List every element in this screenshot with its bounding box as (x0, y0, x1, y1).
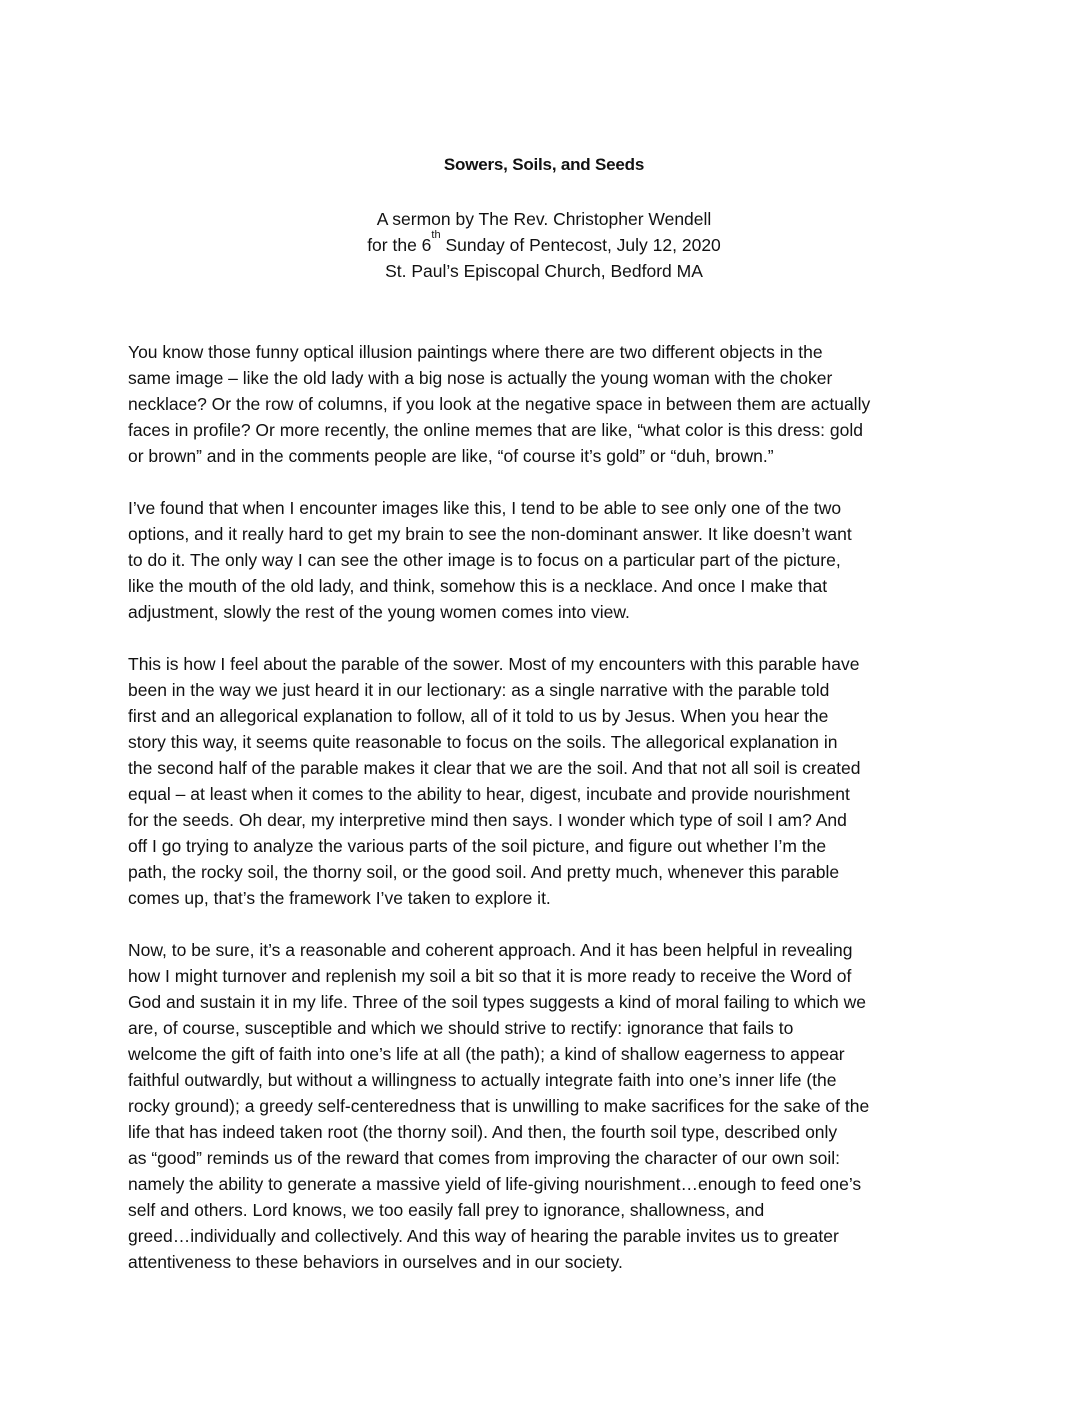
paragraph (128, 495, 973, 625)
paragraph-line: options, and it really hard to get my brain to see the non-dominant answer. It like doesn’t want (128, 524, 852, 544)
paragraph-line: story this way, it seems quite reasonable to focus on the soils. The allegorical explanation in (128, 732, 838, 752)
sermon-header (0, 206, 1088, 284)
paragraph-line: Now, to be sure, it’s a reasonable and coherent approach. And it has been helpful in revealing (128, 940, 853, 960)
paragraph-line: are, of course, susceptible and which we should strive to rectify: ignorance that fails to (128, 1018, 794, 1038)
paragraph-line: like the mouth of the old lady, and think, somehow this is a necklace. And once I make that (128, 576, 828, 596)
paragraph-line: or brown” and in the comments people are like, “of course it’s gold” or “duh, brown.” (128, 446, 774, 466)
paragraph-line: attentiveness to these behaviors in ourselves and in our society. (128, 1252, 623, 1272)
occasion-prefix: for the 6 (367, 235, 432, 255)
paragraph-line: off I go trying to analyze the various parts of the soil picture, and figure out whether I’m the (128, 836, 827, 856)
paragraph-line: to do it. The only way I can see the other image is to focus on a particular part of the picture, (128, 550, 841, 570)
occasion-suffix: Sunday of Pentecost, July 12, 2020 (440, 235, 721, 255)
paragraph-line: self and others. Lord knows, we too easily fall prey to ignorance, shallowness, and (128, 1200, 765, 1220)
paragraph-line: greed…individually and collectively. And this way of hearing the parable invites us to greater (128, 1226, 839, 1246)
paragraph-line: This is how I feel about the parable of the sower. Most of my encounters with this parable have (128, 654, 860, 674)
occasion-line (0, 229, 1088, 258)
ordinal-suffix: th (431, 229, 441, 241)
paragraph-line: for the seeds. Oh dear, my interpretive mind then says. I wonder which type of soil I am? And (128, 810, 847, 830)
paragraph-line: path, the rocky soil, the thorny soil, or the good soil. And pretty much, whenever this parable (128, 862, 840, 882)
paragraph-line: the second half of the parable makes it clear that we are the soil. And that not all soil is created (128, 758, 861, 778)
paragraph-line: first and an allegorical explanation to follow, all of it told to us by Jesus. When you hear the (128, 706, 829, 726)
sermon-body (128, 339, 973, 1301)
paragraph-line: comes up, that’s the framework I’ve taken to explore it. (128, 888, 551, 908)
paragraph-line: namely the ability to generate a massive yield of life-giving nourishment…enough to feed one’s (128, 1174, 862, 1194)
paragraph-line: God and sustain it in my life. Three of the soil types suggests a kind of moral failing to which we (128, 992, 866, 1012)
paragraph-line: as “good” reminds us of the reward that comes from improving the character of our own soil: (128, 1148, 840, 1168)
paragraph (128, 339, 973, 469)
paragraph (128, 937, 973, 1275)
paragraph-line: faithful outwardly, but without a willingness to actually integrate faith into one’s inner life (the (128, 1070, 837, 1090)
paragraph-line: same image – like the old lady with a big nose is actually the young woman with the choker (128, 368, 833, 388)
paragraph-line: how I might turnover and replenish my soil a bit so that it is more ready to receive the Word of (128, 966, 852, 986)
paragraph (128, 651, 973, 911)
paragraph-line: faces in profile? Or more recently, the online memes that are like, “what color is this dress: gold (128, 420, 863, 440)
paragraph-line: equal – at least when it comes to the ability to hear, digest, incubate and provide nourishment (128, 784, 850, 804)
byline: A sermon by The Rev. Christopher Wendell (376, 209, 712, 229)
paragraph-line: rocky ground); a greedy self-centeredness that is unwilling to make sacrifices for the sake of the (128, 1096, 870, 1116)
paragraph-line: I’ve found that when I encounter images like this, I tend to be able to see only one of the two (128, 498, 842, 518)
paragraph-line: welcome the gift of faith into one’s life at all (the path); a kind of shallow eagerness to appear (128, 1044, 845, 1064)
paragraph-line: You know those funny optical illusion paintings where there are two different objects in the (128, 342, 823, 362)
location-line: St. Paul’s Episcopal Church, Bedford MA (385, 261, 703, 281)
paragraph-line: adjustment, slowly the rest of the young women comes into view. (128, 602, 630, 622)
paragraph-line: life that has indeed taken root (the thorny soil). And then, the fourth soil type, described only (128, 1122, 838, 1142)
sermon-title: Sowers, Soils, and Seeds (443, 155, 645, 174)
paragraph-line: been in the way we just heard it in our lectionary: as a single narrative with the parable told (128, 680, 830, 700)
paragraph-line: necklace? Or the row of columns, if you look at the negative space in between them are actually (128, 394, 871, 414)
